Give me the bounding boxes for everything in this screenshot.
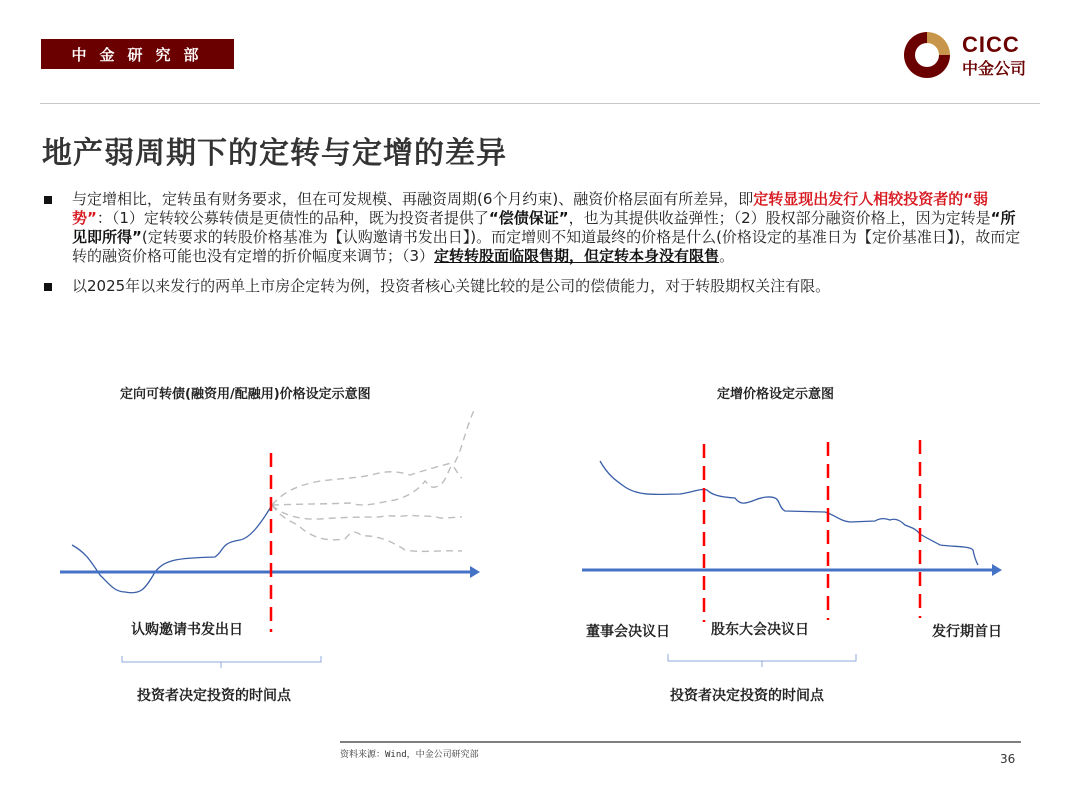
marker-label-shareholder: 股东大会决议日 [711, 622, 809, 638]
page-title: 地产弱周期下的定转与定增的差异 [42, 136, 507, 171]
marker-label-board: 董事会决议日 [586, 624, 670, 640]
emphasis-wysiwyg: “所见即所得” [72, 209, 1016, 246]
bracket-decision-window [668, 654, 856, 667]
source-note: 资料来源：Wind，中金公司研究部 [340, 750, 479, 760]
text-segment: 以2025年以来发行的两单上市房企定转为例，投资者核心关键比较的是公司的偿债能力，对于转股期权关注有限。 [72, 277, 831, 295]
logo-text-cn: 中金公司 [962, 59, 1027, 78]
left-bracket-label: 投资者决定投资的时间点 [137, 688, 291, 704]
text-segment: 。 [719, 247, 735, 265]
axis-arrow-icon [992, 564, 1002, 576]
marker-label-subscription: 认购邀请书发出日 [131, 622, 243, 638]
department-banner: 中金研究部 [41, 39, 234, 69]
footer-divider [340, 741, 1021, 743]
text-segment: ，也为其提供收益弹性；（2）股权部分融资价格上，因为定转是 [568, 209, 991, 227]
text-segment: ：（1）定转较公募转债是更债性的品种，既为投资者提供了 [96, 209, 489, 227]
text-segment: 与定增相比，定转虽有财务要求，但在可发规模、再融资周期(6个月约束)、融资价格层面有所差异，即 [72, 190, 754, 208]
right-diagram-title: 定增价格设定示意图 [717, 387, 835, 402]
right-bracket-label: 投资者决定投资的时间点 [670, 688, 824, 704]
marker-label-issue: 发行期首日 [932, 624, 1002, 640]
price-line [600, 461, 978, 565]
logo-text-en: CICC [962, 32, 1020, 57]
left-diagram-title: 定向可转债(融资用/配融用)价格设定示意图 [120, 387, 371, 402]
highlight-weak-position: 定转显现出发行人相较投资者的“弱势” [72, 190, 989, 227]
page-number: 36 [1000, 752, 1016, 766]
emphasis-debt-guarantee: “偿债保证” [488, 209, 569, 227]
text-segment: (定转要求的转股价格基准为【认购邀请书发出日】)。而定增则不知道最终的价格是什么(价格设定的基准日为【定价基准日】)，故而定转的融资价格可能也没有定增的折价幅度来调节；（3） [72, 228, 1021, 265]
emphasis-lockup: 定转转股面临限售期，但定转本身没有限售 [434, 247, 720, 265]
